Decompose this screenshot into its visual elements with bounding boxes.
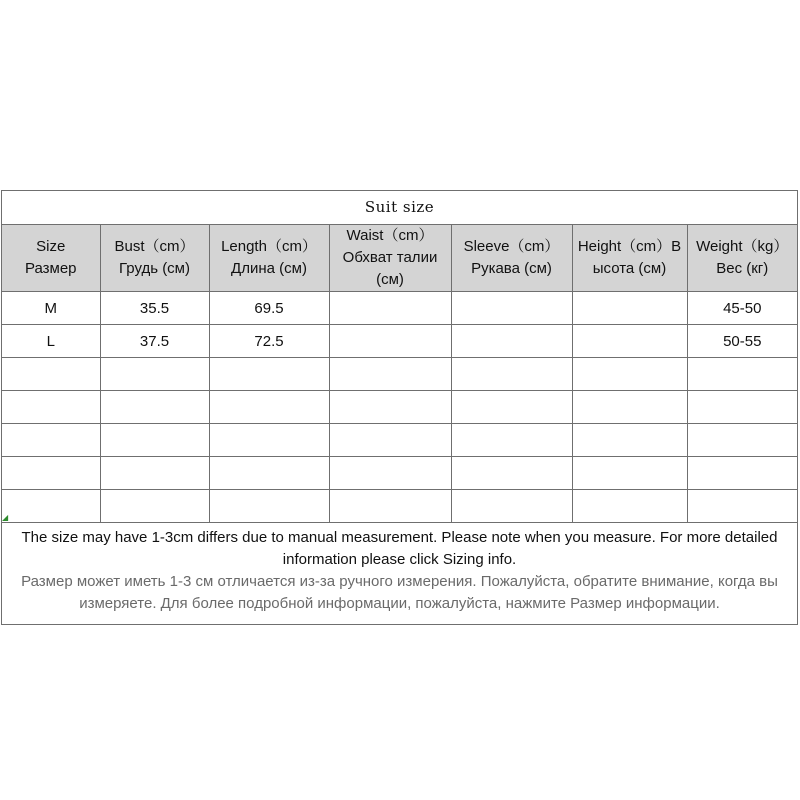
cell-size: [2, 391, 100, 424]
cell-length: [209, 457, 329, 490]
cell-height: [572, 457, 687, 490]
green-corner-marker-icon: ◢: [2, 513, 9, 522]
header-row: [2, 225, 797, 292]
header-length: Length（cm） Длина (см): [209, 225, 329, 292]
cell-sleeve: [451, 457, 572, 490]
cell-waist: [329, 325, 451, 358]
cell-bust: [100, 391, 209, 424]
cell-sleeve: [451, 358, 572, 391]
cell-sleeve: [451, 391, 572, 424]
cell-size: M: [2, 292, 100, 325]
header-weight: Weight（kg） Вес (кг): [687, 225, 797, 292]
cell-bust: [100, 424, 209, 457]
cell-bust: [100, 358, 209, 391]
cell-waist: [329, 391, 451, 424]
cell-size: [2, 490, 100, 523]
cell-length: 69.5: [209, 292, 329, 325]
cell-bust: 37.5: [100, 325, 209, 358]
cell-length: [209, 424, 329, 457]
cell-weight: [687, 358, 797, 391]
note-russian: Размер может иметь 1-3 см отличается из-за ручного измерения. Пожалуйста, обратите внимание, когда вы измеряете. Для более подробной информации, пожалуйста, нажмите Размер информации.: [21, 573, 778, 612]
table-row: [2, 358, 797, 391]
cell-length: [209, 391, 329, 424]
cell-sleeve: [451, 325, 572, 358]
cell-length: 72.5: [209, 325, 329, 358]
cell-waist: [329, 490, 451, 523]
note-english: The size may have 1-3cm differs due to manual measurement. Please note when you measure. For more detailed information please click Sizing info.: [21, 529, 778, 568]
table-row: [2, 457, 797, 490]
header-height: Height（cm）В ысота (см): [572, 225, 687, 292]
cell-weight: [687, 424, 797, 457]
cell-weight: 50-55: [687, 325, 797, 358]
header-size: Size Размер: [2, 225, 100, 292]
header-sleeve: Sleeve（cm） Рукава (см): [451, 225, 572, 292]
cell-weight: 45-50: [687, 292, 797, 325]
cell-length: [209, 358, 329, 391]
cell-bust: 35.5: [100, 292, 209, 325]
cell-bust: [100, 457, 209, 490]
measurement-note: [2, 522, 797, 624]
cell-sleeve: [451, 490, 572, 523]
cell-height: [572, 325, 687, 358]
cell-size: [2, 358, 100, 391]
cell-size: L: [2, 325, 100, 358]
cell-height: [572, 292, 687, 325]
header-bust: Bust（cm） Грудь (см): [100, 225, 209, 292]
cell-weight: [687, 391, 797, 424]
cell-height: [572, 424, 687, 457]
cell-height: [572, 490, 687, 523]
cell-height: [572, 391, 687, 424]
cell-sleeve: [451, 292, 572, 325]
cell-waist: [329, 424, 451, 457]
cell-waist: [329, 292, 451, 325]
table-row: [2, 490, 797, 523]
cell-height: [572, 358, 687, 391]
cell-weight: [687, 457, 797, 490]
cell-waist: [329, 457, 451, 490]
cell-sleeve: [451, 424, 572, 457]
size-chart-table: [1, 190, 798, 625]
table-row: [2, 391, 797, 424]
table-row: [2, 325, 797, 358]
cell-weight: [687, 490, 797, 523]
cell-size: [2, 424, 100, 457]
cell-bust: [100, 490, 209, 523]
table-title: Suit size: [2, 191, 797, 225]
table-row: [2, 292, 797, 325]
cell-size: [2, 457, 100, 490]
cell-waist: [329, 358, 451, 391]
header-waist: Waist（cm） Обхват талии (см): [329, 225, 451, 292]
size-table: [2, 225, 797, 522]
table-row: [2, 424, 797, 457]
cell-length: [209, 490, 329, 523]
